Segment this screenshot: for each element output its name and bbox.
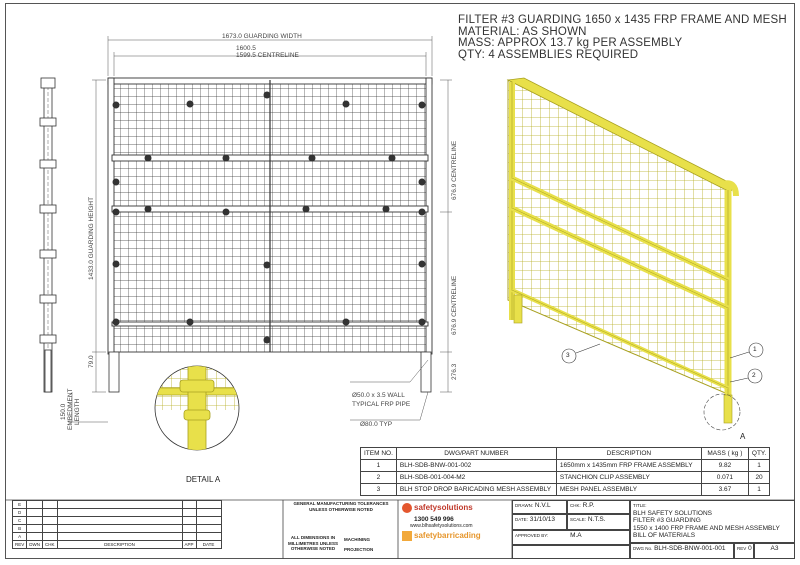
machining-label: MACHINING (344, 537, 370, 542)
pipe-note-1: Ø50.0 x 3.5 WALL (352, 392, 405, 399)
approved-cell (512, 530, 630, 545)
bom-header-item: ITEM NO. (361, 448, 397, 460)
rev-row-label: A (13, 533, 27, 541)
title-line-1: BLH SAFETY SOLUTIONS (633, 509, 712, 517)
rev-header: APP (182, 541, 196, 549)
bom-cell: 3 (361, 484, 397, 496)
iso-detail-letter: A (740, 432, 746, 441)
dim-centreline-a: 1600.5 (236, 45, 256, 52)
dim-79: 79.0 (88, 355, 95, 368)
dim-embedment: 150.0 (60, 403, 67, 420)
tolerances-footer (288, 535, 338, 552)
date-cell (512, 514, 567, 530)
dwg-number: BLH-SDB-BNW-001-001 (654, 545, 726, 552)
title-label: TITLE: (633, 503, 647, 508)
note-mass: MASS: APPROX 13.7 kg PER ASSEMBLY (458, 37, 683, 49)
dwg-number-cell (630, 543, 734, 559)
bom-header-qty: QTY. (748, 448, 769, 460)
title-cell (630, 500, 795, 543)
bom-cell: 1 (748, 484, 769, 496)
dim-typ: Ø80.0 TYP (360, 421, 393, 428)
title-line-4: BILL OF MATERIALS (633, 532, 696, 539)
bom-cell: 20 (748, 472, 769, 484)
scale-value: N.T.S. (587, 516, 606, 523)
detail-a (150, 360, 250, 455)
bom-cell: 1 (361, 460, 397, 472)
bom-cell: BLH-SDB-BNW-001-002 (396, 460, 556, 472)
scale-cell (567, 514, 630, 530)
isometric-view (508, 78, 740, 430)
front-elevation (108, 78, 432, 392)
rev-header: REV (13, 541, 27, 549)
drawn-label: DRAWN: (515, 503, 534, 508)
balloon-2-label: 2 (752, 372, 756, 379)
tolerances-title2: UNLESS OTHERWISE NOTED (309, 506, 373, 512)
note-qty: QTY: 4 ASSEMBLIES REQUIRED (458, 48, 639, 61)
date-value: 31/10/13 (529, 516, 556, 523)
bom-cell: BLH-SDB-001-004-M2 (396, 472, 556, 484)
blank-cell (512, 545, 630, 559)
rev-row-label: E (13, 501, 27, 509)
rev-row-label: C (13, 517, 27, 525)
table-row (361, 460, 770, 472)
sheet-size: A3 (770, 545, 779, 552)
chk-label: CHK: (570, 503, 581, 508)
bom-cell: STANCHION CLIP ASSEMBLY (556, 472, 701, 484)
dim-lower-centreline: 676.9 CENTRELINE (451, 275, 458, 335)
bom-header-part: DWG/PART NUMBER (396, 448, 556, 460)
chk-cell (567, 500, 630, 514)
bom-header-mass: MASS ( kg ) (701, 448, 748, 460)
dim-276: 276.3 (451, 363, 458, 380)
logo-icon (402, 503, 412, 513)
company-block (402, 503, 508, 557)
tolerances-title1: GENERAL MANUFACTURING TOLERANCES (293, 501, 389, 506)
tolerances-footer3: OTHERWISE NOTED (290, 546, 336, 551)
general-tolerances (286, 501, 396, 557)
title-line-3: 1550 x 1400 FRP FRAME AND MESH ASSEMBLY (633, 524, 780, 532)
company-logo-safetysolutions (402, 503, 508, 513)
drawn-cell (512, 500, 567, 514)
size-cell (754, 543, 795, 559)
tolerances-footer2: MILLIMETRES UNLESS (288, 540, 339, 546)
dwg-label: DWG No. (633, 546, 653, 551)
rev-header: DESCRIPTION (57, 541, 182, 549)
rev-row-label: D (13, 509, 27, 517)
company-name-2: safetybarricading (414, 531, 481, 541)
note-title: FILTER #3 GUARDING 1650 x 1435 FRP FRAME AND MESH (458, 14, 787, 26)
bom-cell: 2 (361, 472, 397, 484)
bom-cell: 1 (748, 460, 769, 472)
bom-header-row (361, 448, 770, 460)
bom-cell: 3.67 (701, 484, 748, 496)
scale-label: SCALE: (570, 517, 587, 522)
rev-header: DATE (196, 541, 221, 549)
rev-label: REV (737, 546, 747, 551)
bom-cell: 0.071 (701, 472, 748, 484)
tolerances-footer1: ALL DIMENSIONS IN (290, 535, 336, 540)
company-name-1: safetysolutions (414, 503, 473, 513)
dim-guarding-width: 1673.0 GUARDING WIDTH (222, 33, 302, 40)
dim-centreline-b: 1599.5 CENTRELINE (236, 52, 299, 59)
balloon-1-label: 1 (753, 346, 757, 353)
bom-header-description: DESCRIPTION (556, 448, 701, 460)
table-row (13, 509, 222, 517)
rev-row-label: B (13, 525, 27, 533)
chk-value: R.P. (582, 502, 595, 509)
rev-header: DWN (27, 541, 43, 549)
rev-value: 0 (748, 545, 752, 552)
detail-a-label: DETAIL A (186, 475, 221, 484)
note-material: MATERIAL: AS SHOWN (458, 25, 587, 38)
dim-embedment-label2: LENGTH (74, 398, 81, 425)
bom-cell: 9.82 (701, 460, 748, 472)
bom-cell: BLH STOP DROP BARICADING MESH ASSEMBLY (396, 484, 556, 496)
bill-of-materials-table (360, 447, 770, 496)
table-row (13, 533, 222, 541)
dim-guarding-height: 1433.0 GUARDING HEIGHT (88, 196, 95, 280)
rev-cell (734, 543, 754, 559)
company-phone: 1300 549 996 (414, 516, 454, 523)
company-logo-safetybarricading (402, 531, 508, 541)
table-row (361, 484, 770, 496)
table-row (361, 472, 770, 484)
drawn-value: N.V.L (534, 502, 551, 509)
revision-header-row (13, 541, 222, 549)
balloon-3-label: 3 (566, 352, 570, 359)
bom-cell: 1650mm x 1435mm FRP FRAME ASSEMBLY (556, 460, 701, 472)
barricading-logo-icon (402, 531, 412, 541)
dim-upper-centreline: 676.9 CENTRELINE (451, 140, 458, 200)
bom-cell: MESH PANEL ASSEMBLY (556, 484, 701, 496)
pipe-note-2: TYPICAL FRP PIPE (352, 401, 411, 408)
title-line-2: FILTER #3 GUARDING (633, 517, 701, 524)
revision-table (12, 500, 222, 549)
side-elevation (40, 78, 56, 392)
projection-label: PROJECTION (344, 547, 374, 552)
approved-label: APPROVED BY: (515, 533, 549, 538)
rev-header: CHK (43, 541, 58, 549)
company-web: www.blhsafetysolutions.com (410, 523, 473, 529)
table-row (13, 525, 222, 533)
approved-value: M.A (570, 532, 582, 539)
dim-embedment-label1: EMBEDMENT (67, 388, 74, 430)
table-row (13, 501, 222, 509)
date-label: DATE: (515, 517, 528, 522)
table-row (13, 517, 222, 525)
